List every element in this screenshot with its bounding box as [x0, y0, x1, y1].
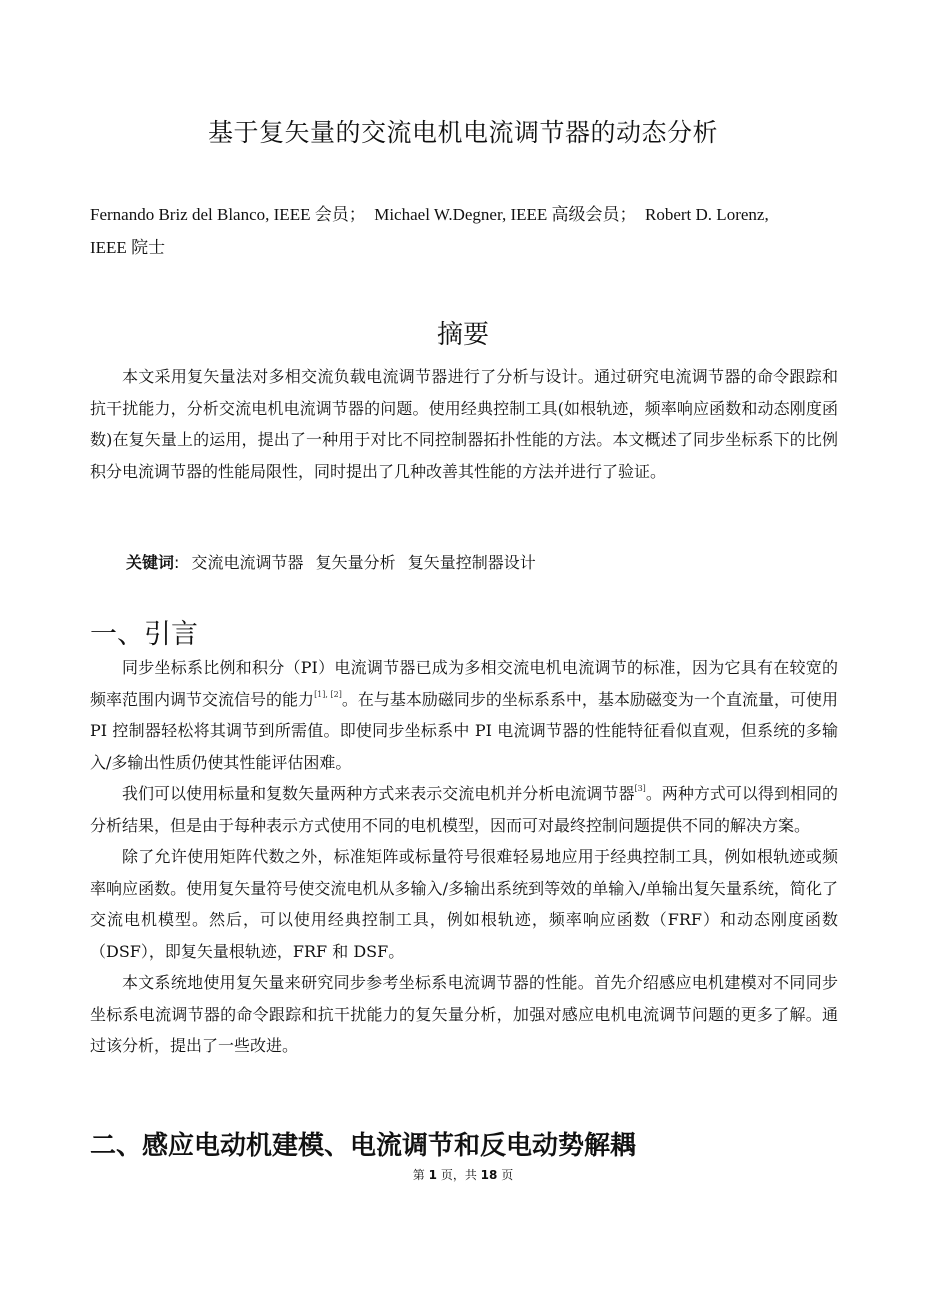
abstract-paragraph: 本文采用复矢量法对多相交流负载电流调节器进行了分析与设计。通过研究电流调节器的命令跟踪和抗干扰能力，分析交流电机电流调节器的问题。使用经典控制工具(如根轨迹，频率响应函数和动态刚度函数)在复矢量上的运用，提出了一种用于对比不同控制器拓扑性能的方法。本文概述了同步坐标系下的比例积分电流调节器的性能局限性，同时提出了几种改善其性能的方法并进行了验证。	[90, 367, 838, 481]
intro-paragraph-2: 我们可以使用标量和复数矢量两种方式来表示交流电机并分析电流调节器[3]。两种方式可以得到相同的分析结果，但是由于每种表示方式使用不同的电机模型，因而可对最终控制问题提供不同的解决方案。	[90, 784, 838, 835]
keywords-separator: :	[174, 553, 180, 572]
page-number: 1	[428, 1168, 437, 1182]
introduction-body	[90, 652, 838, 1062]
author-3-role: IEEE 院士	[90, 238, 166, 257]
paper-title: 基于复矢量的交流电机电流调节器的动态分析	[207, 118, 718, 147]
intro-paragraph-3: 除了允许使用矩阵代数之外，标准矩阵或标量符号很难轻易地应用于经典控制工具，例如根轨迹或频率响应函数。使用复矢量符号使交流电机从多输入/多输出系统到等效的单输入/单输出复矢量系统，简化了交流电机模型。然后，可以使用经典控制工具，例如根轨迹，频率响应函数（FRF）和动态刚度函数（DSF），即复矢量根轨迹，FRF 和 DSF。	[90, 847, 838, 961]
keyword-item: 交流电流调节器	[191, 553, 304, 572]
keyword-item: 复矢量控制器设计	[407, 553, 536, 572]
abstract-body	[90, 361, 838, 487]
intro-paragraph-1: 同步坐标系比例和积分（PI）电流调节器已成为多相交流电机电流调节的标准，因为它具有在较宽的频率范围内调节交流信号的能力[1], [2]。在与基本励磁同步的坐标系系中，基本励磁变为一个直流量，可使用 PI 控制器轻松将其调节到所需值。即使同步坐标系中 PI 电流调节器的性能特征看似直观，但系统的多输入/多输出性质仍使其性能评估困难。	[90, 658, 838, 772]
abstract-heading: 摘要	[436, 320, 489, 350]
author-3: Robert D. Lorenz,	[645, 205, 769, 224]
intro-paragraph-4: 本文系统地使用复矢量来研究同步参考坐标系电流调节器的性能。首先介绍感应电机建模对不同同步坐标系电流调节器的命令跟踪和抗干扰能力的复矢量分析，加强对感应电机电流调节问题的更多了解。通过该分析，提出了一些改进。	[90, 973, 838, 1055]
citation: [1], [2]	[314, 689, 342, 699]
keywords-line	[126, 548, 536, 578]
author-2: Michael W.Degner, IEEE 高级会员；	[374, 205, 637, 224]
keywords-label: 关键词	[126, 553, 175, 572]
citation: [3]	[634, 784, 646, 793]
page-footer: 第 1 页，共 18 页	[412, 1168, 514, 1182]
section-heading-introduction: 一、引言	[90, 619, 198, 650]
keyword-item: 复矢量分析	[315, 553, 396, 572]
author-list	[90, 198, 840, 264]
page-total: 18	[480, 1168, 498, 1182]
author-1: Fernando Briz del Blanco, IEEE 会员；	[90, 205, 366, 224]
section-heading-modeling: 二、感应电动机建模、电流调节和反电动势解耦	[90, 1131, 637, 1161]
